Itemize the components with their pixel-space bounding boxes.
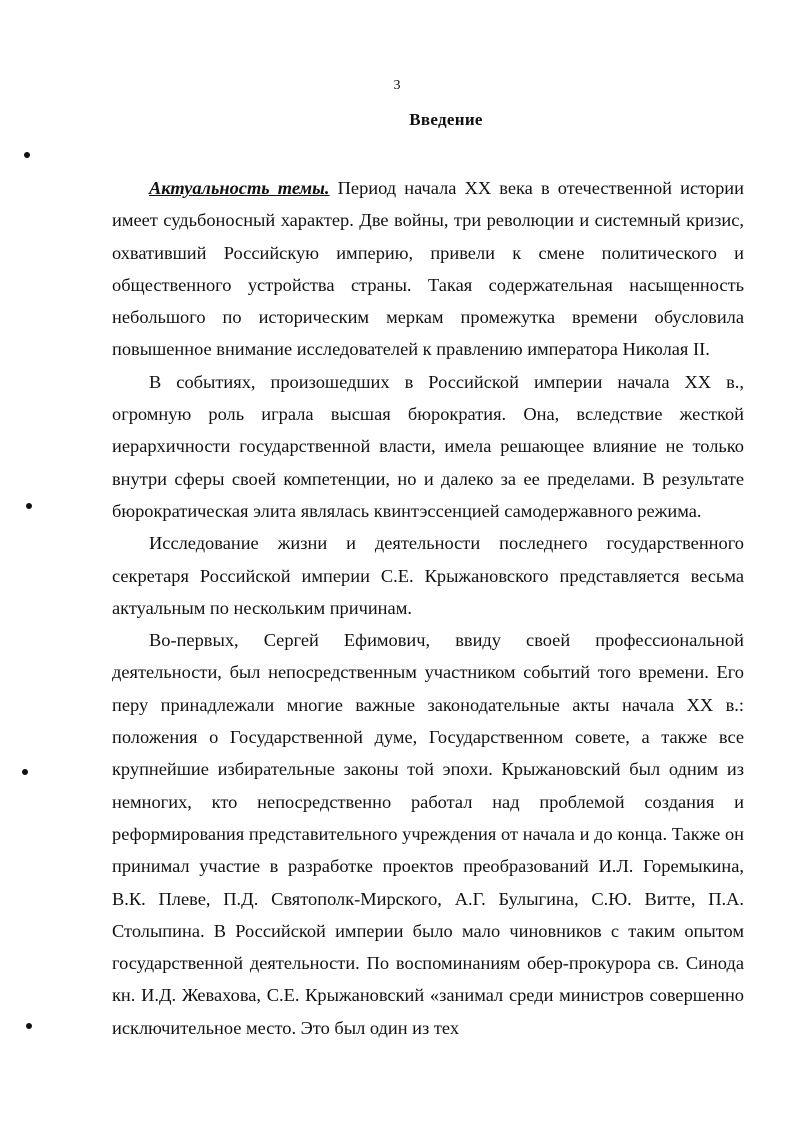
relevance-lead: Актуальность темы. — [149, 178, 330, 198]
margin-speck — [22, 769, 28, 775]
margin-speck — [26, 503, 32, 509]
paragraph-research: Исследование жизни и деятельности последнего государственного секретаря Российской империи С.Е. Крыжановского представляется весьма актуальным по нескольким причинам. — [112, 533, 744, 618]
paragraph-bureaucracy: В событиях, произошедших в Российской империи начала XX в., огромную роль играла высшая бюрократия. Она, вследствие жесткой иерархичности государственной власти, имела решающее влияние не только внутри сферы своей компетенции, но и далеко за ее пределами. В результате бюрократическая элита являлась квинтэссенцией самодержавного режима. — [112, 371, 744, 521]
paragraph-first-reason: Во-первых, Сергей Ефимович, ввиду своей профессиональной деятельности, был непосредственным участником событий того времени. Его перу принадлежали многие важные законодательные акты начала XX в.: положения о Государственной думе, Государственном совете, а также все крупнейшие избирательные законы той эпохи. Крыжановский был одним из немногих, кто непосредственно работал над проблемой создания и реформирования представительного учреждения от начала и до конца. Также он принимал участие в разработке проектов преобразований И.Л. Горемыкина, В.К. Плеве, П.Д. Святополк-Мирского, А.Г. Булыгина, С.Ю. Витте, П.А. Столыпина. В Российской империи было мало чиновников с таким опытом государственной деятельности. По воспоминаниям обер-прокурора св. Синода кн. И.Д. Жевахова, С.Е. Крыжановский «занимал среди министров совершенно исключительное место. Это был один из тех — [112, 630, 744, 1038]
paragraph-relevance — [112, 172, 744, 366]
paragraph-text: Период начала XX века в отечественной истории имеет судьбоносный характер. Две войны, три революции и системный кризис, охвативший Российскую империю, привели к смене политического и общественного устройства страны. Такая содержательная насыщенность небольшого по историческим меркам промежутка времени обусловила повышенное внимание исследователей к правлению императора Николая II. — [112, 178, 744, 360]
page-heading: Введение — [409, 110, 483, 129]
body-text — [112, 172, 744, 1044]
margin-speck — [26, 1023, 32, 1029]
page-number: 3 — [393, 78, 401, 93]
margin-speck — [24, 152, 30, 158]
